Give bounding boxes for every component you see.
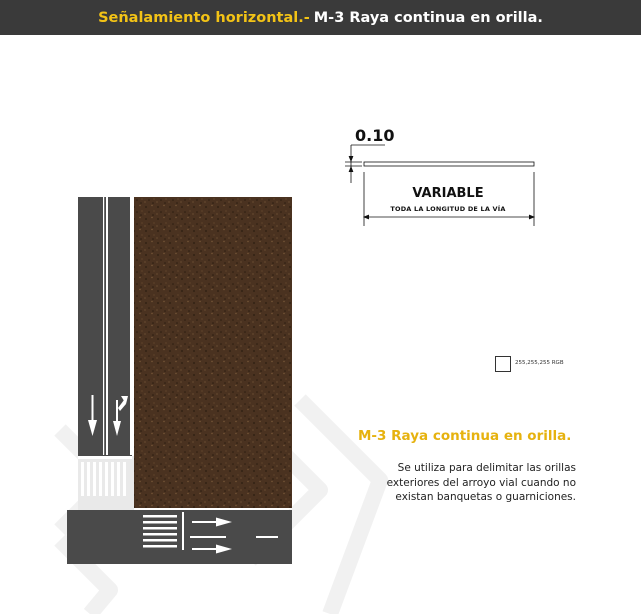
color-swatch	[495, 356, 511, 372]
width-dimension-label: 0.10	[355, 126, 395, 145]
stripe-sample	[364, 162, 534, 166]
section-description: Se utiliza para delimitar las orillas exteriores del arroyo vial cuando no existan banquetas o guarniciones.	[386, 462, 576, 503]
color-swatch-label: 255,255,255 RGB	[515, 360, 564, 366]
terrain-block	[134, 197, 292, 508]
length-dimension-sublabel: TODA LA LONGITUD DE LA VÍA	[390, 205, 506, 213]
header-title-main: M-3 Raya continua en orilla.	[313, 9, 543, 26]
section-title: M-3 Raya continua en orilla.	[358, 428, 572, 444]
length-dimension-label: VARIABLE	[412, 186, 484, 201]
header-title-accent: Señalamiento horizontal.-	[98, 9, 310, 26]
